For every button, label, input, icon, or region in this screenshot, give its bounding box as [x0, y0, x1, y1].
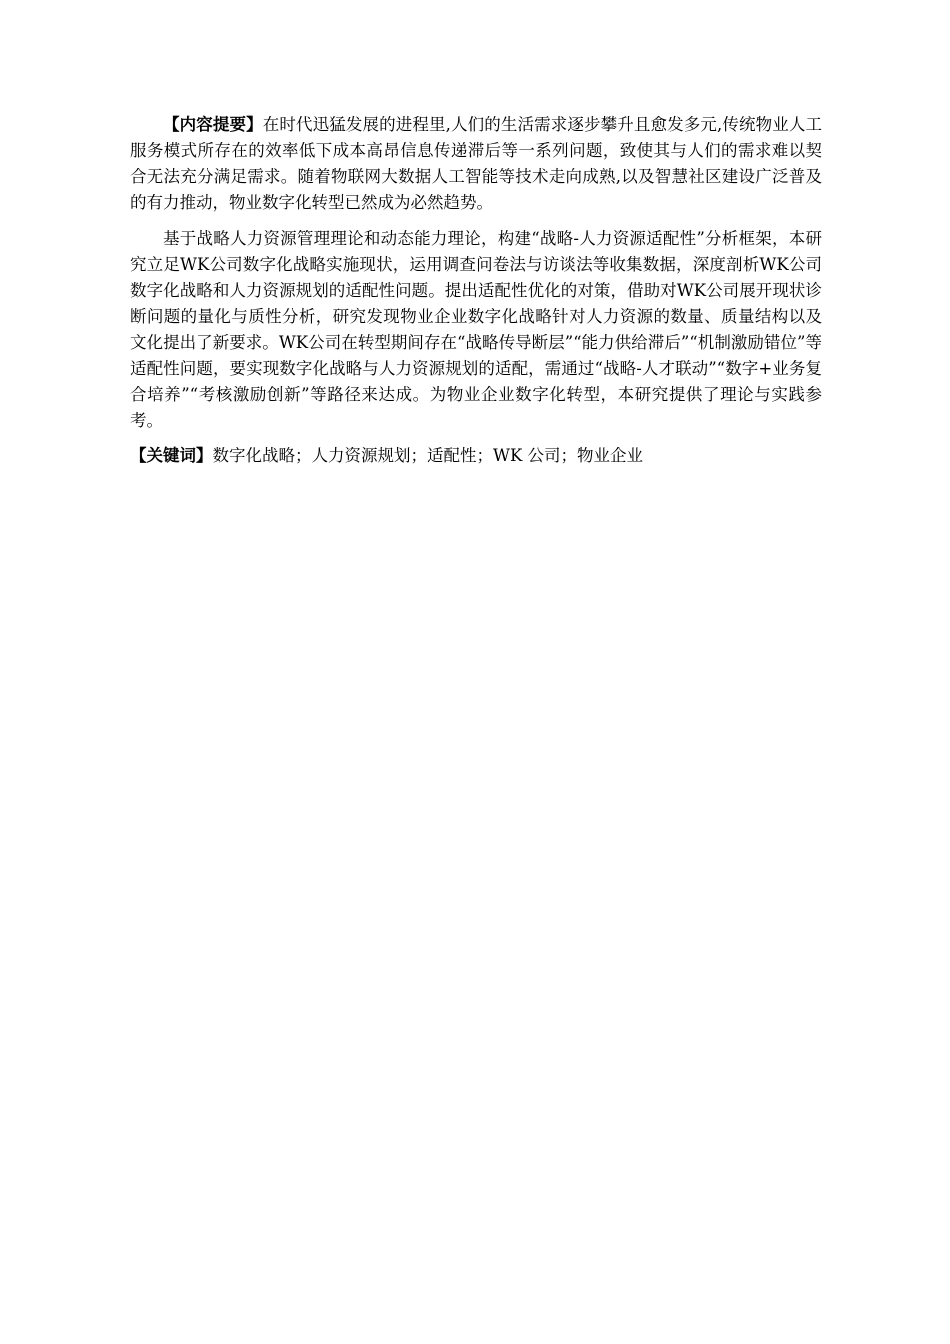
- abstract-section: [130, 112, 822, 469]
- keywords-text: 数字化战略；人力资源规划；适配性；WK 公司；物业企业: [212, 446, 644, 465]
- abstract-paragraph-2: 基于战略人力资源管理理论和动态能力理论，构建“战略-人力资源适配性”分析框架，本研究立足WK公司数字化战略实施现状，运用调查问卷法与访谈法等收集数据，深度剖析WK公司数字化战略和人力资源规划的适配性问题。提出适配性优化的对策，借助对WK公司展开现状诊断问题的量化与质性分析，研究发现物业企业数字化战略针对人力资源的数量、质量结构以及文化提出了新要求。WK公司在转型期间存在“战略传导断层”“能力供给滞后”“机制激励错位”等适配性问题，要实现数字化战略与人力资源规划的适配，需通过“战略-人才联动”“数字+业务复合培养”“考核激励创新”等路径来达成。为物业企业数字化转型，本研究提供了理论与实践参考。: [130, 229, 822, 430]
- abstract-paragraph-1: [130, 112, 822, 216]
- abstract-paragraph-1-text: 在时代迅猛发展的进程里,人们的生活需求逐步攀升且愈发多元,传统物业人工服务模式所存在的效率低下成本高昂信息传递滞后等一系列问题，致使其与人们的需求难以契合无法充分满足需求。随着物联网大数据人工智能等技术走向成熟,以及智慧社区建设广泛普及的有力推动，物业数字化转型已然成为必然趋势。: [130, 115, 822, 212]
- abstract-label: 【内容提要】: [163, 115, 263, 134]
- keywords-label: 【关键词】: [130, 446, 213, 465]
- keywords-line: [130, 443, 822, 469]
